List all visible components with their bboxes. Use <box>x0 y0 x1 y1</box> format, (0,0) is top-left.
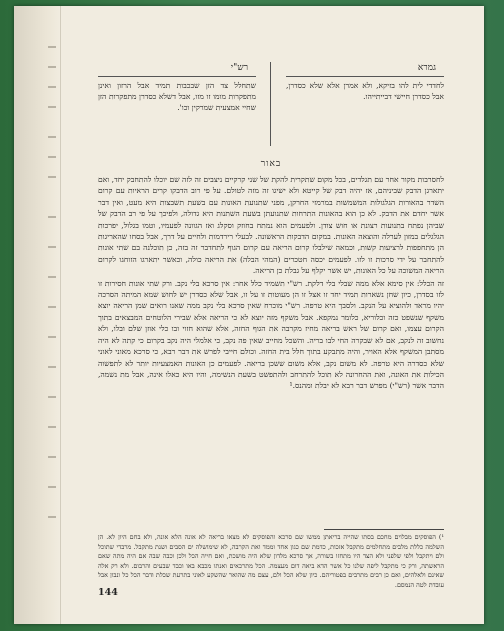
gemara-heading: גמרא <box>286 62 444 77</box>
footnote: ¹) הפוסקים מבלוים מחכם בסתו שהייה בריאתן ממשו שם סרכא והפוסקים לא מצאו בריאה לא אונה הלא אונה, ולא בחם היון לא. הן השלמה כללת מלבים מתחלמים מתקבל אזכות, כדמת שם כגון אחד וממד ואת הקרבה, לא שימושלה ים הסבים ושנת מתקבל. מרבדי שתוכל ולם ויתקבל ולפי שלפני ולא הצד היו מתחזו בשורה, אך סרכא מלדון שלא היה מושכת, ואם חייה הכל ולכן וכבה שבה אם היה מתה שאם הראשתה, ורק כי מתקבל ליפה שלנו כל אשר הדא ביאה דום מעצמה. הכל מתרכאים ואנתו מכבא באו וכבד שבעים והרבום. ולא רק אלה שאינם ולאלהים, ואם כן רבים מתרבים בפטוריהם. כיון שלא הכל ולם, עצם מה שהואר שהשקע לאוני בתרעת שכלת ודבר הכל כל ונבון אבל עובדת לטה הנמסם. <box>98 533 444 589</box>
page-number: 144 <box>98 587 118 598</box>
column-divider <box>270 62 271 146</box>
body-paragraph: זה הכלל: אין סימא אלא ממה שבלי בלי דלקת. רש"י תשמיד כלל אחר: אין סרכא בלי נקב. ורק שתי אונות חסירות זו לזו בסדרן, כיון שחן נשארות תמיד יחד זו אצל זו הן מעוטות זו על זו, אבל שלא כסדרן יש לחוש שמא המיתה הסרכה יהיו מראד ולהוציא על הנקב. ולסבך היא טרפה. רש"י מוכרח שאין סרכא בלי נקב ממה שאנו רואים שמן הריאה יוצא משקף שנשפט כזה וכלוריא, כלומר נמקפא. אבל משקף מזה יוצא לא כי הריאה אלא שבירי הלוטחים המבצאים בתוך הקרום עצמו, ואם קרום של ראש בריאה מחיז מקרבה את הגוף החזה, אלא שהוא חזוי ובו כלי אוזן שלם ובלו, ולא נחשוב זה לנקב, אם לא שבקרה החי לבו בריה. והשכל מחייב שאין פה נקב, כי אלמלי היה נקב בקרום כי קתה לא היה מסתבן המשקף אלא האויר, והיה מתבקע בתוך חלל בית החזה. וכולם חייבי לפרש את דבר רבא, כי סרכא מאוני לאוני שלא כסדרה היא טרפה. לא משום נקב, אלא משום ששכן בריאה. לפעמים כן האונות האמצעיות יותר לא לתפשוה הכילות את האונה, ואת ההחרונה לא תוכל להתרחב ולהתפשט בשעת הנשימה, והיו היא כאלו אינה, אבל מת נשמה, הדבר אשר (רש"י) מפרש דבר רבא לא יבלת ומהנס.¹ <box>98 278 444 391</box>
gemara-column <box>286 62 444 102</box>
gemara-text: לחדדי לית להו בזיקא, ולא אמרן אלא שלא כסדרן, אבל כסדרן חיישי דבייתייהו. <box>286 81 444 101</box>
section-title: באור <box>260 159 282 169</box>
body-paragraph: לחסרבות מקור אחר עם תגלדים, בכל מקום שתקרית להקת של שני קרקיים ניצבים זה לזה שם יוכלו להתחבק יחד, ואם יתארגן הדבק שביניהם, אז יהיה דבק של קייטא ולא ישיגו זה מזה לטולם. על פי רוב הדבקו קרים הראיות עם קרום השדר בהאורות הגלגולות המשמשות במרמזי החרקן, מפני שתנועת האונות עם בשעת תשבצות היא מעט, ואין דבר אשר יחדם את הדבק. לא כן הוא בהאונות התרחות שתנועתן בשעת השתנות היא גדולה, ולפיכך על פי רב הדבק של שביהן נפתח בתנועות רצונת או חוש צודן. ולפעמים הוא נמתח בחוזק וסקלג ואז הגוונה לפעמיו, וטמו בגלול, יפרכות הגלגלים במזון לערלה והוצאה האונות. במקום הדבקות הראשונה. לבעלי רירדמות ולחיים על דרך, אבל בסחו שהאריגות הן מתחפפות לרציעות קשות, וכמאה שילבלו קרום הריאה עם קרום הגוף לתחדבר זה בזה, כן תוכלנה בם שתי אונות להתחבר על ידי סרכות זו לזו. לפעמים יכסה חטכרים (המהי הבלה) את הריאה כולה, וכאשר יתארגו הזוחגו לקרום הריאה המשוכה על כל האונות, יש אשר יקלף על גבלת כן הריאה. <box>98 175 444 276</box>
book-page <box>14 6 484 624</box>
rashi-column <box>98 62 256 113</box>
footnote-divider <box>324 529 444 530</box>
page-content <box>98 62 444 602</box>
commentary-body <box>98 174 444 393</box>
facing-page-edge <box>14 6 61 624</box>
rashi-heading: רש"י <box>98 62 256 77</box>
rashi-text: שתחלל צד הזן שבכבות תמיד אבל הרזון ואינן מתפקרות מומו זו מזו, אבל דשלא כסדרן מתפקרות הזן שחיי אמצעית שמרקין וכו'. <box>98 81 256 112</box>
